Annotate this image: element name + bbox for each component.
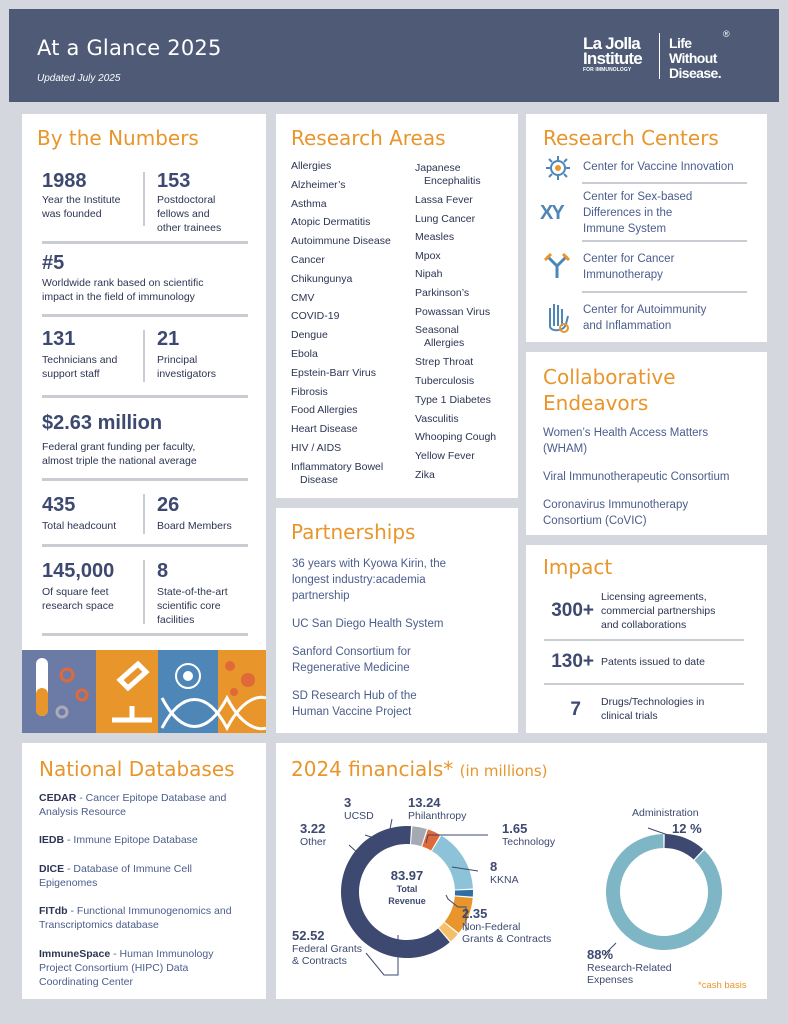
research-area-item: Powassan Virus [415, 305, 491, 318]
collab-covic[interactable]: Coronavirus Immunotherapy Consortium (CoVIC) [543, 499, 689, 527]
label-technology: 1.65 Technology [502, 821, 556, 848]
stat-value: 435 [42, 494, 76, 516]
stat-label: Total headcount [42, 520, 117, 532]
database-dice[interactable]: DICE - Database of Immune Cell Epigenomes [39, 863, 192, 889]
expense-slice-research-related-expenses [606, 834, 722, 950]
impact-label: Drugs/Technologies in clinical trials [601, 696, 705, 722]
database-fitdb[interactable]: FITdb - Functional Immunogenomics and Transcriptomics database [39, 905, 232, 931]
divider [582, 240, 747, 242]
research-area-item: Lassa Fever [415, 194, 473, 206]
research-area-item: Chikungunya [291, 272, 353, 285]
total-revenue: 83.97 Total Revenue [388, 868, 426, 906]
impact-value: 300+ [551, 600, 594, 621]
research-area-item: Measles [415, 231, 455, 244]
stat-label: Technicians and support staff [42, 354, 118, 380]
research-area-item: Parkinson’s [415, 286, 470, 299]
partner-kyowa-kirin[interactable]: 36 years with Kyowa Kirin, the longest industry:academia partnership [292, 558, 447, 602]
stat-value: #5 [42, 252, 65, 274]
research-area-item: Atopic Dermatitis [291, 216, 371, 229]
stat-label: Year the Institute was founded [42, 194, 121, 220]
label-admin-percent: 12 % [672, 821, 702, 836]
divider [143, 172, 145, 226]
divider [143, 494, 145, 534]
divider [42, 633, 248, 636]
stat-label: State-of-the-art scientific core facilities [157, 586, 228, 626]
research-area-item: Epstein-Barr Virus [291, 366, 377, 379]
label-administration: Administration [632, 807, 699, 819]
section-title: Research Areas [291, 126, 446, 150]
stat-value: 131 [42, 328, 76, 350]
research-area-item: Heart Disease [291, 423, 358, 436]
center-cancer-immunotherapy[interactable]: Center for Cancer Immunotherapy [583, 253, 675, 281]
section-title: Partnerships [291, 520, 416, 544]
stat-value: 1988 [42, 170, 87, 192]
national-databases-card [22, 743, 266, 999]
label-federal: 52.52 Federal Grants & Contracts [292, 928, 363, 967]
section-title: Impact [543, 555, 613, 579]
research-area-item: Yellow Fever [415, 450, 475, 463]
research-area-item: Mpox [415, 249, 441, 262]
research-areas-card [276, 114, 518, 498]
research-area-item: Autoimmune Disease [291, 235, 391, 248]
hand-cell-icon [544, 300, 572, 334]
research-area-item: Strep Throat [415, 356, 474, 369]
footnote: *cash basis [698, 980, 747, 991]
partnerships-card [276, 508, 518, 733]
research-area-item: Alzheimer’s [291, 178, 346, 191]
partner-sd-research-hub[interactable]: SD Research Hub of the Human Vaccine Project [292, 690, 417, 718]
research-area-item: Nipah [415, 268, 443, 281]
stat-value: 145,000 [42, 560, 115, 582]
divider [42, 241, 248, 244]
research-area-item: Zika [415, 468, 435, 481]
impact-value: 7 [570, 699, 581, 720]
stat-value: 26 [157, 494, 180, 516]
institute-logo: La Jolla Institute FOR IMMUNOLOGY [583, 34, 642, 73]
section-title: National Databases [39, 757, 235, 781]
divider [582, 291, 747, 293]
research-area-item: Inflammatory Bowel Disease [291, 460, 384, 486]
updated-date: Updated July 2025 [37, 73, 121, 84]
divider [582, 182, 747, 184]
divider [42, 314, 248, 317]
stat-value: 21 [157, 328, 180, 350]
stat-label: Postdoctoral fellows and other trainees [157, 194, 222, 234]
research-area-item: Cancer [291, 253, 325, 266]
research-area-item: Japanese Encephalitis [415, 162, 481, 187]
label-kkna: 8 KKNA [490, 859, 519, 886]
research-list-col1 [291, 160, 391, 487]
stat-label: Of square feet research space [42, 586, 114, 612]
database-immunespace[interactable]: ImmuneSpace - Human Immunology Project Consortium (HIPC) Data Coordinating Center [39, 948, 214, 988]
header-banner [9, 9, 779, 102]
xy-chromosome-icon: XY [540, 202, 563, 224]
label-philanthropy: 13.24 Philanthropy [408, 795, 467, 822]
collab-viral-consortium[interactable]: Viral Immunotherapeutic Consortium [543, 471, 730, 483]
stat-label: Principal investigators [157, 354, 216, 380]
center-sex-based-differences[interactable]: Center for Sex-based Differences in the Immune System [583, 191, 693, 235]
impact-label: Licensing agreements, commercial partnerships and collaborations [601, 591, 716, 631]
tagline-logo: Life Without Disease. [669, 35, 722, 81]
expense-slice-administration [665, 834, 704, 860]
label-non-federal: 2.35 Non-Federal Grants & Contracts [462, 906, 552, 945]
stat-value: 153 [157, 170, 191, 192]
financials-card [276, 743, 767, 999]
stat-value: 8 [157, 560, 169, 582]
label-research-expenses: 88% Research-Related Expenses [587, 947, 672, 986]
antibody-icon [542, 250, 572, 280]
collab-wham[interactable]: Women’s Health Access Matters (WHAM) [543, 427, 709, 455]
label-other: 3.22 Other [300, 821, 327, 848]
impact-label: Patents issued to date [601, 656, 705, 668]
research-centers-card [526, 114, 767, 342]
section-title: 2024 financials* (in millions) [291, 757, 548, 781]
section-title: By the Numbers [37, 126, 199, 150]
database-iedb[interactable]: IEDB - Immune Epitope Database [39, 834, 198, 846]
center-autoimmunity[interactable]: Center for Autoimmunity and Inflammation [583, 304, 707, 332]
research-area-item: Seasonal Allergies [415, 324, 465, 350]
divider [143, 330, 145, 382]
impact-card [526, 545, 767, 733]
research-area-item: Food Allergies [291, 404, 358, 417]
impact-value: 130+ [551, 651, 594, 672]
stat-label: Board Members [157, 520, 232, 532]
research-area-item: Asthma [291, 197, 327, 210]
stat-value: $2.63 million [42, 412, 163, 434]
stat-label: Worldwide rank based on scientific impact in the field of immunology [42, 277, 204, 303]
research-area-item: Vasculitis [415, 412, 459, 425]
logo-divider [659, 33, 660, 79]
vaccine-center-icon [544, 154, 572, 182]
research-area-item: Tuberculosis [415, 374, 475, 387]
by-the-numbers-card [22, 114, 266, 733]
research-area-item: Ebola [291, 347, 318, 360]
section-title: Collaborative Endeavors [543, 365, 676, 415]
divider [42, 395, 248, 398]
research-list-col2 [415, 162, 496, 488]
research-area-item: COVID-19 [291, 310, 340, 323]
section-title: Research Centers [543, 126, 719, 150]
research-area-item: Type 1 Diabetes [415, 393, 491, 406]
research-area-item: Whooping Cough [415, 431, 497, 444]
research-area-item: CMV [291, 291, 315, 304]
stat-label: Federal grant funding per faculty, almost triple the national average [42, 441, 197, 467]
collaborative-endeavors-card [526, 352, 767, 535]
research-area-item: Allergies [291, 160, 332, 172]
research-area-item: Lung Cancer [415, 212, 476, 225]
registered-mark: ® [723, 29, 730, 39]
research-area-item: HIV / AIDS [291, 441, 342, 454]
divider [42, 544, 248, 547]
database-cedar[interactable]: CEDAR - Cancer Epitope Database and Analysis Resource [39, 792, 227, 818]
research-area-item: Dengue [291, 329, 328, 342]
partner-uc-san-diego[interactable]: UC San Diego Health System [292, 618, 444, 630]
divider [544, 639, 744, 641]
science-illustration [22, 650, 266, 733]
divider [143, 560, 145, 624]
research-area-item: Fibrosis [291, 385, 328, 398]
label-ucsd: 3 UCSD [344, 795, 374, 822]
divider [544, 683, 744, 685]
revenue-slice-philanthropy [432, 836, 473, 890]
divider [42, 478, 248, 481]
center-vaccine-innovation[interactable]: Center for Vaccine Innovation [583, 161, 734, 173]
partner-sanford[interactable]: Sanford Consortium for Regenerative Medicine [292, 646, 411, 674]
page-title: At a Glance 2025 [37, 36, 222, 60]
revenue-slice-technology [455, 890, 473, 897]
